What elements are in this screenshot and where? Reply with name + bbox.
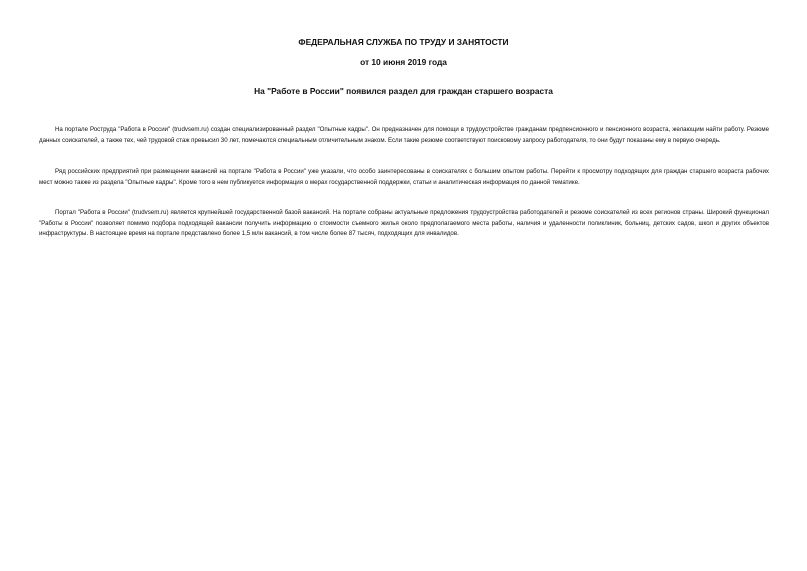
paragraph: На портале Роструда "Работа в России" (trudvsem.ru) создан специализированный раздел "Опытные кадры". Он предназначен для помощи в трудоустройстве гражданам предпенсионного и пенсионного возраста, желающим найти работу. Резюме данных соискателей, а также тех, чей трудовой стаж превысил 30 лет, помечаются специальным отличительным знаком. Если такие резюме соответствуют поисковому запросу работодателя, то они будут показаны ему в первую очередь. <box>39 126 769 144</box>
paragraph: Портал "Работа в России" (trudvsem.ru) является крупнейшей государственной базой вакансий. На портале собраны актуальные предложения трудоустройства работодателей и резюме соискателей из всех регионов страны. Широкий функционал "Работы в России" позволяет помимо подбора подходящей вакансии получить информацию о стоимости съемного жилья около предполагаемого места работы, наличия и удаленности поликлиник, больниц, детских садов, школ и других объектов инфраструктуры. В настоящее время на портале представлено более 1,5 млн вакансий, в том числе более 87 тысяч, подходящих для инвалидов. <box>39 209 769 238</box>
agency-heading: ФЕДЕРАЛЬНАЯ СЛУЖБА ПО ТРУДУ И ЗАНЯТОСТИ <box>298 37 509 47</box>
paragraph: Ряд российских предприятий при размещении вакансий на портале "Работа в России" уже указали, что особо заинтересованы в соискателях с большим опытом работы. Перейти к просмотру подходящих для граждан старшего возраста рабочих мест можно также из раздела "Опытные кадры". Кроме того в нем публикуется информация о мерах государственной поддержки, статьи и аналитическая информация по данной тематике. <box>39 168 769 186</box>
document-title: На "Работе в России" появился раздел для граждан старшего возраста <box>254 86 553 96</box>
document-date: от 10 июня 2019 года <box>360 57 447 67</box>
